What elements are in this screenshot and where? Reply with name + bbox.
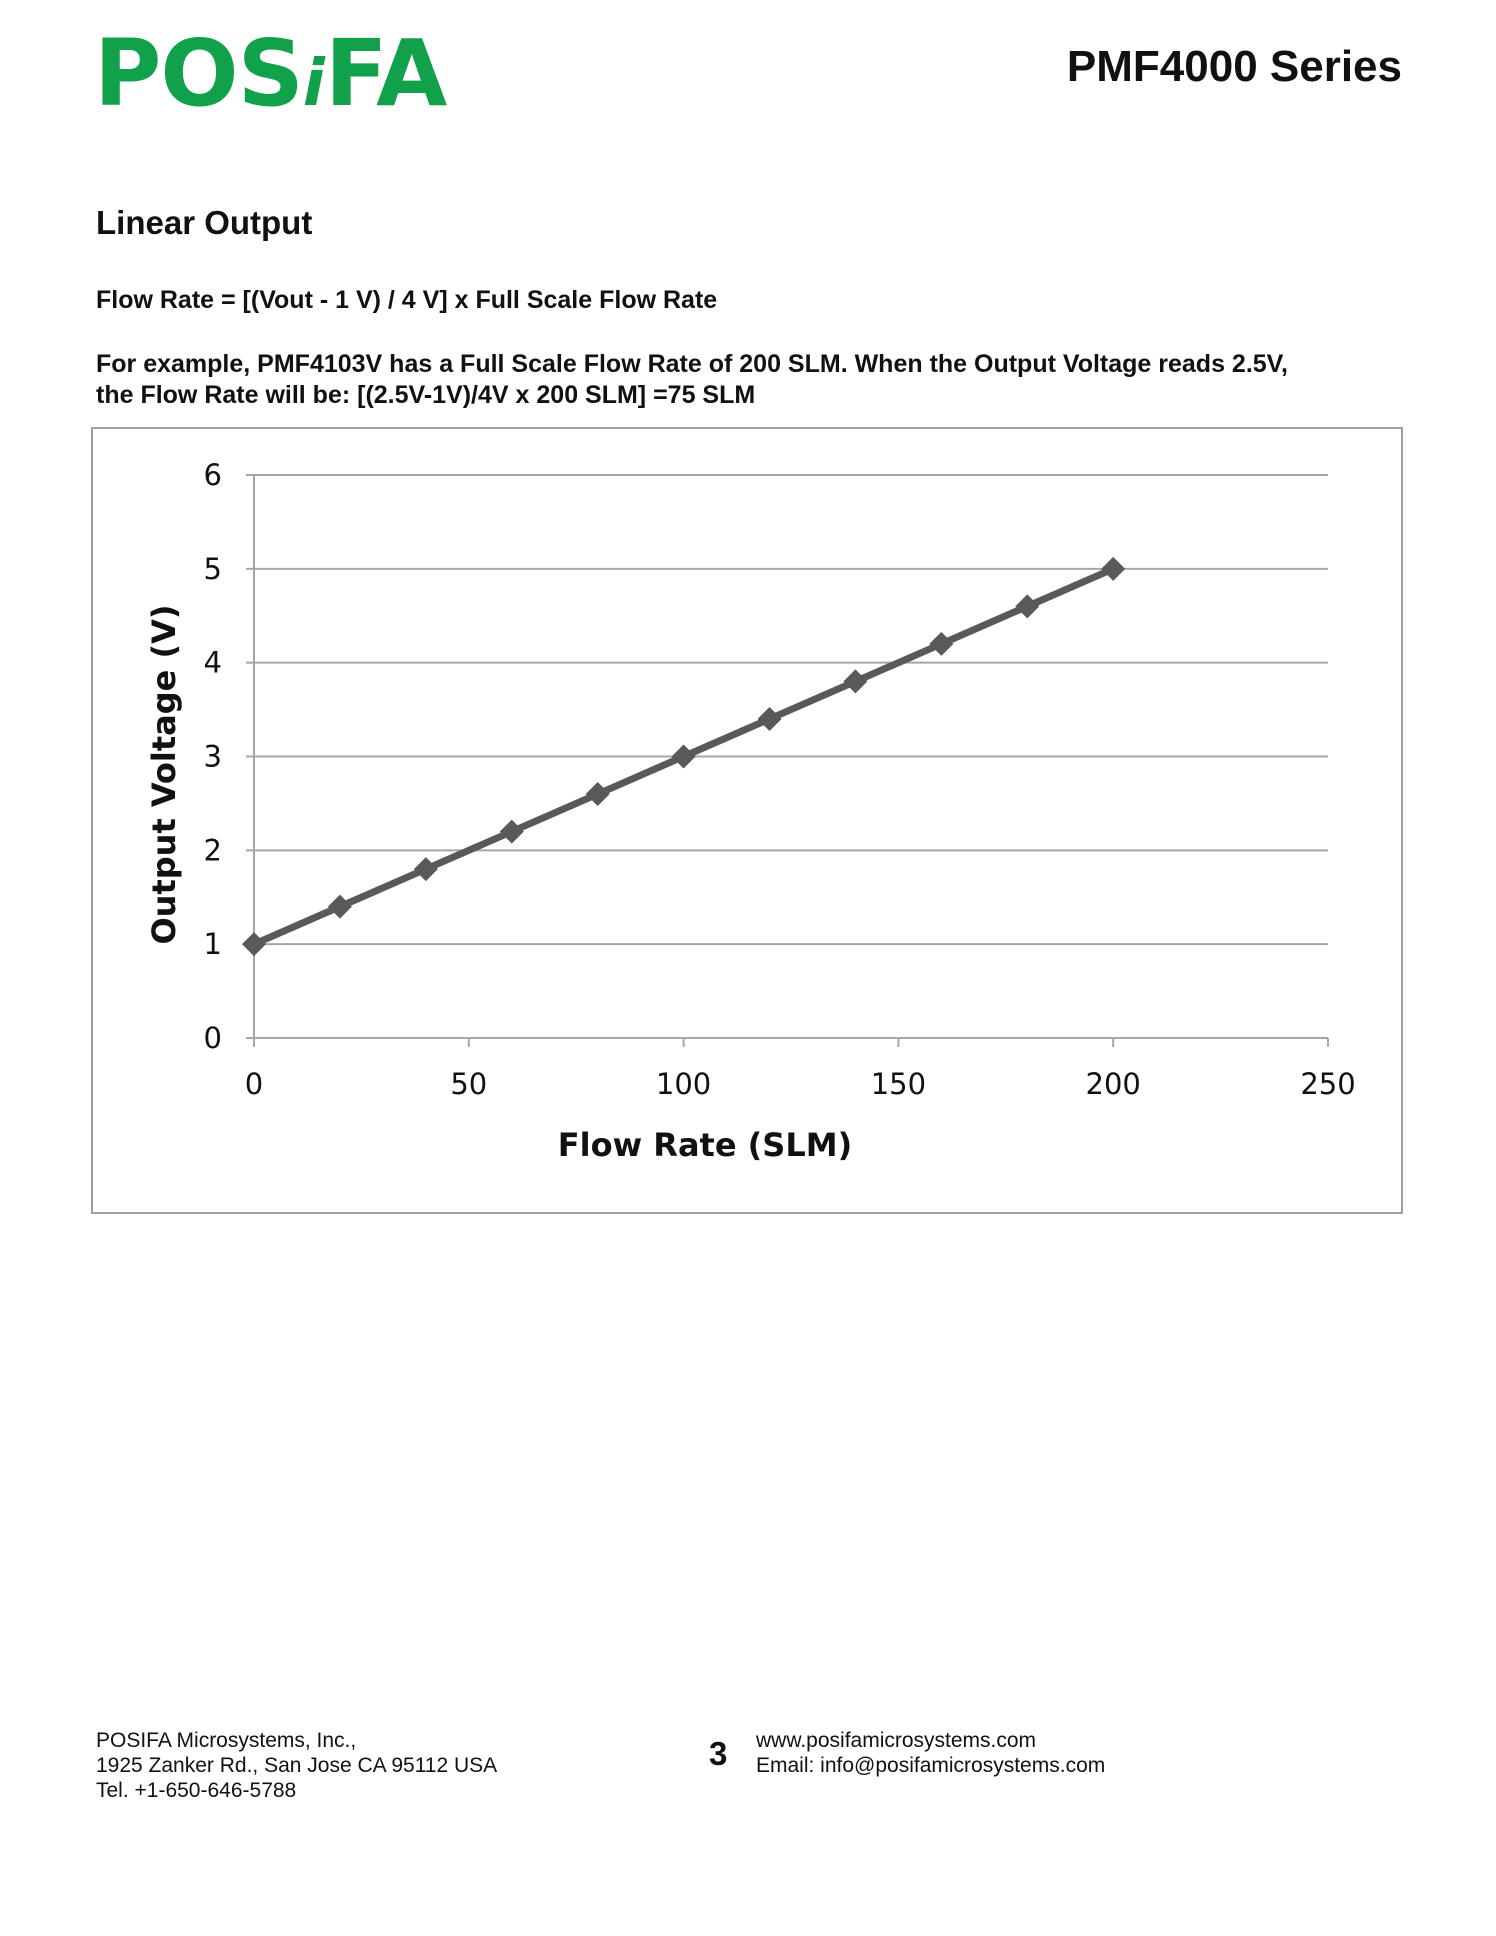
x-tick-label: 50	[450, 1067, 488, 1101]
data-point-marker	[758, 707, 782, 731]
y-tick-label: 1	[203, 927, 222, 962]
footer-contact	[756, 1728, 1105, 1778]
product-series-title: PMF4000 Series	[1066, 42, 1402, 91]
y-tick-label: 2	[203, 833, 222, 868]
footer-email: Email: info@posifamicrosystems.com	[756, 1754, 1106, 1777]
data-point-marker	[414, 857, 438, 881]
data-point-marker	[1015, 594, 1039, 618]
flow-rate-formula: Flow Rate = [(Vout - 1 V) / 4 V] x Full Scale Flow Rate	[96, 286, 718, 314]
x-tick-label: 150	[870, 1067, 927, 1101]
data-point-marker	[843, 669, 867, 693]
chart-canvas	[93, 429, 1401, 1212]
x-tick-label: 100	[655, 1067, 712, 1101]
x-tick-label: 250	[1300, 1067, 1356, 1101]
data-point-marker	[1101, 557, 1125, 581]
y-tick-label: 5	[203, 551, 222, 586]
data-point-marker	[672, 745, 696, 769]
y-tick-label: 3	[203, 739, 222, 774]
y-tick-label: 6	[203, 458, 222, 492]
section-title: Linear Output	[96, 204, 313, 241]
y-tick-label: 4	[203, 645, 222, 680]
footer-address: 1925 Zanker Rd., San Jose CA 95112 USA	[96, 1754, 498, 1777]
footer-website: www.posifamicrosystems.com	[756, 1729, 1037, 1752]
example-line-2: the Flow Rate will be: [(2.5V-1V)/4V x 200 SLM] =75 SLM	[96, 381, 756, 409]
y-tick-label: 0	[203, 1021, 222, 1055]
data-point-marker	[929, 632, 953, 656]
logo-text-main: POS	[94, 20, 303, 127]
x-tick-label: 200	[1085, 1067, 1141, 1101]
footer-tel: Tel. +1-650-646-5788	[96, 1779, 297, 1802]
example-paragraph	[96, 349, 1426, 411]
data-point-marker	[242, 932, 266, 956]
data-point-marker	[328, 895, 352, 919]
logo-text-end: FA	[324, 20, 447, 127]
posifa-logo	[94, 20, 447, 127]
example-line-1: For example, PMF4103V has a Full Scale Flow Rate of 200 SLM. When the Output Voltage reads 2.5V,	[96, 350, 1288, 378]
y-axis-title: Output Voltage (V)	[145, 604, 183, 945]
logo-text-i: i	[302, 47, 325, 121]
linear-output-chart	[91, 427, 1403, 1214]
page-number: 3	[709, 1735, 728, 1772]
x-axis-title: Flow Rate (SLM)	[557, 1126, 853, 1164]
data-point-marker	[586, 782, 610, 806]
footer-company-info	[96, 1728, 497, 1803]
footer-company: POSIFA Microsystems, Inc.,	[96, 1729, 357, 1752]
x-tick-label: 0	[244, 1067, 264, 1101]
data-point-marker	[500, 820, 524, 844]
